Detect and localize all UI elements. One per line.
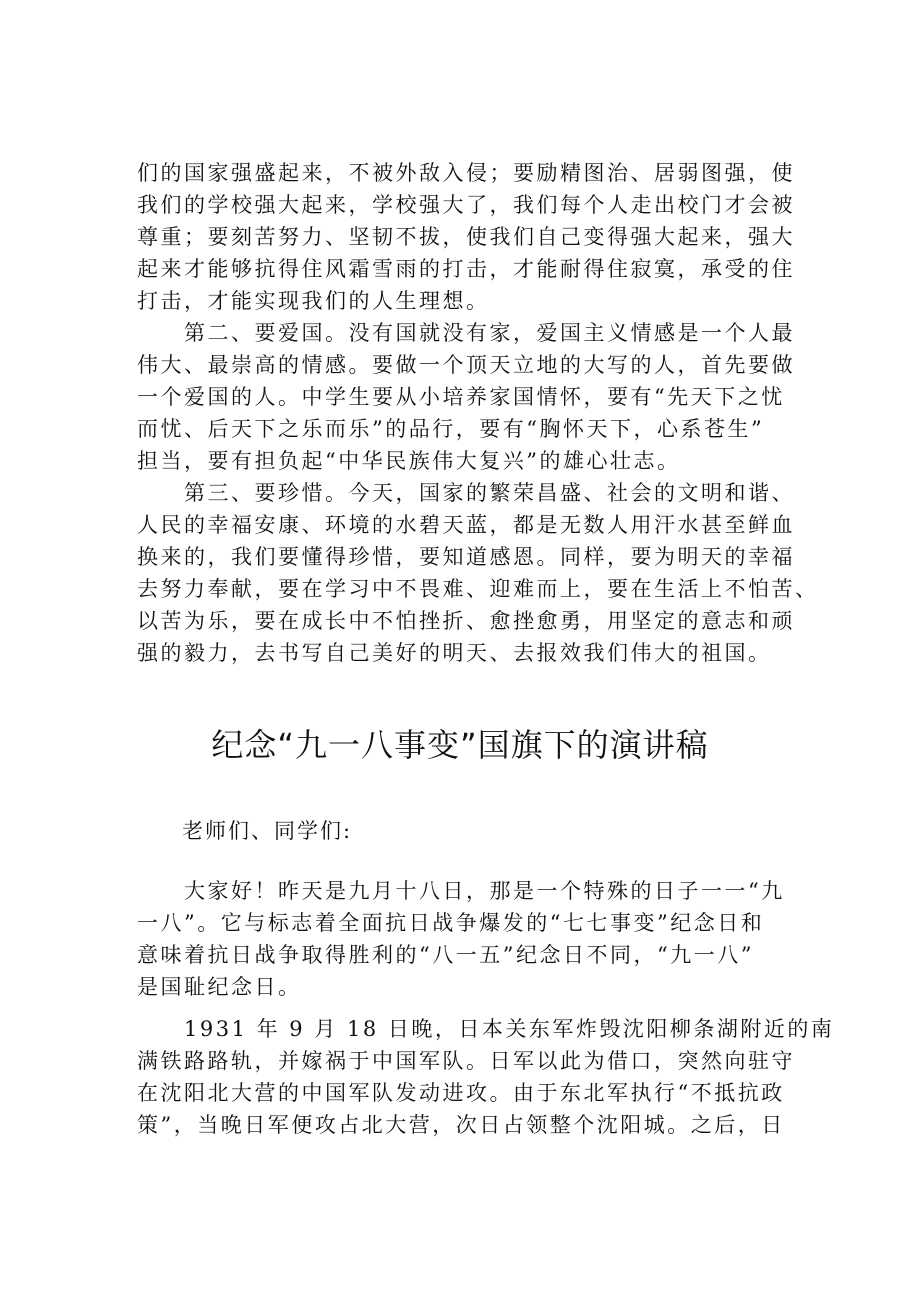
speech-greeting: 老师们、同学们: bbox=[182, 819, 353, 843]
text-line: 人民的幸福安康、环境的水碧天蓝，都是无数人用汗水甚至鲜血 bbox=[137, 513, 795, 537]
text-line: 打击，才能实现我们的人生理想。 bbox=[137, 289, 490, 313]
text-line: 在沈阳北大营的中国军队发动进攻。由于东北军执行“不抵抗政 bbox=[137, 1081, 785, 1105]
text-line: 换来的，我们要懂得珍惜，要知道感恩。同样，要为明天的幸福 bbox=[137, 545, 795, 569]
text-line: 是国耻纪念日。 bbox=[137, 975, 302, 999]
text-line: 满铁路路轨，并嫁祸于中国军队。日军以此为借口，突然向驻守 bbox=[137, 1049, 795, 1073]
body-text-section-1 bbox=[137, 157, 819, 669]
text-line: 强的毅力，去书写自己美好的明天、去报效我们伟大的祖国。 bbox=[137, 641, 772, 665]
text-line: 担当，要有担负起“中华民族伟大复兴”的雄心壮志。 bbox=[137, 449, 681, 473]
text-line: 起来才能够抗得住风霜雪雨的打击，才能耐得住寂寞，承受的住 bbox=[137, 257, 795, 281]
speech-title: 纪念“九一八事变”国旗下的演讲稿 bbox=[211, 726, 709, 764]
text-line: 而忧、后天下之乐而乐”的品行，要有“胸怀天下，心系苍生” bbox=[137, 417, 765, 441]
text-line: 一八”。它与标志着全面抗日战争爆发的“七七事变”纪念日和 bbox=[137, 911, 765, 935]
text-line: 们的国家强盛起来，不被外敌入侵；要励精图治、居弱图强，使 bbox=[137, 161, 795, 185]
speech-paragraph-1 bbox=[137, 875, 797, 1003]
text-line: 伟大、最崇高的情感。要做一个顶天立地的大写的人，首先要做 bbox=[137, 353, 795, 377]
text-line: 去努力奉献，要在学习中不畏难、迎难而上，要在生活上不怕苦、 bbox=[137, 577, 819, 601]
text-line: 意味着抗日战争取得胜利的“八一五”纪念日不同，“九一八” bbox=[137, 943, 754, 967]
text-line: 尊重；要刻苦努力、坚韧不拔，使我们自己变得强大起来，强大 bbox=[137, 225, 795, 249]
text-line: 我们的学校强大起来，学校强大了，我们每个人走出校门才会被 bbox=[137, 193, 795, 217]
text-line: 1931 年 9 月 18 日晚，日本关东军炸毁沈阳柳条湖附近的南 bbox=[137, 1017, 835, 1041]
text-line: 以苦为乐，要在成长中不怕挫折、愈挫愈勇，用坚定的意志和顽 bbox=[137, 609, 795, 633]
text-line: 一个爱国的人。中学生要从小培养家国情怀，要有“先天下之忧 bbox=[137, 385, 785, 409]
text-line: 第三、要珍惜。今天，国家的繁荣昌盛、社会的文明和谐、 bbox=[137, 481, 795, 505]
text-line: 第二、要爱国。没有国就没有家，爱国主义情感是一个人最 bbox=[137, 321, 795, 345]
text-line: 大家好！昨天是九月十八日，那是一个特殊的日子一一“九 bbox=[137, 879, 785, 903]
text-line: 策”，当晚日军便攻占北大营，次日占领整个沈阳城。之后，日 bbox=[137, 1113, 785, 1137]
speech-paragraph-2 bbox=[137, 1013, 835, 1141]
